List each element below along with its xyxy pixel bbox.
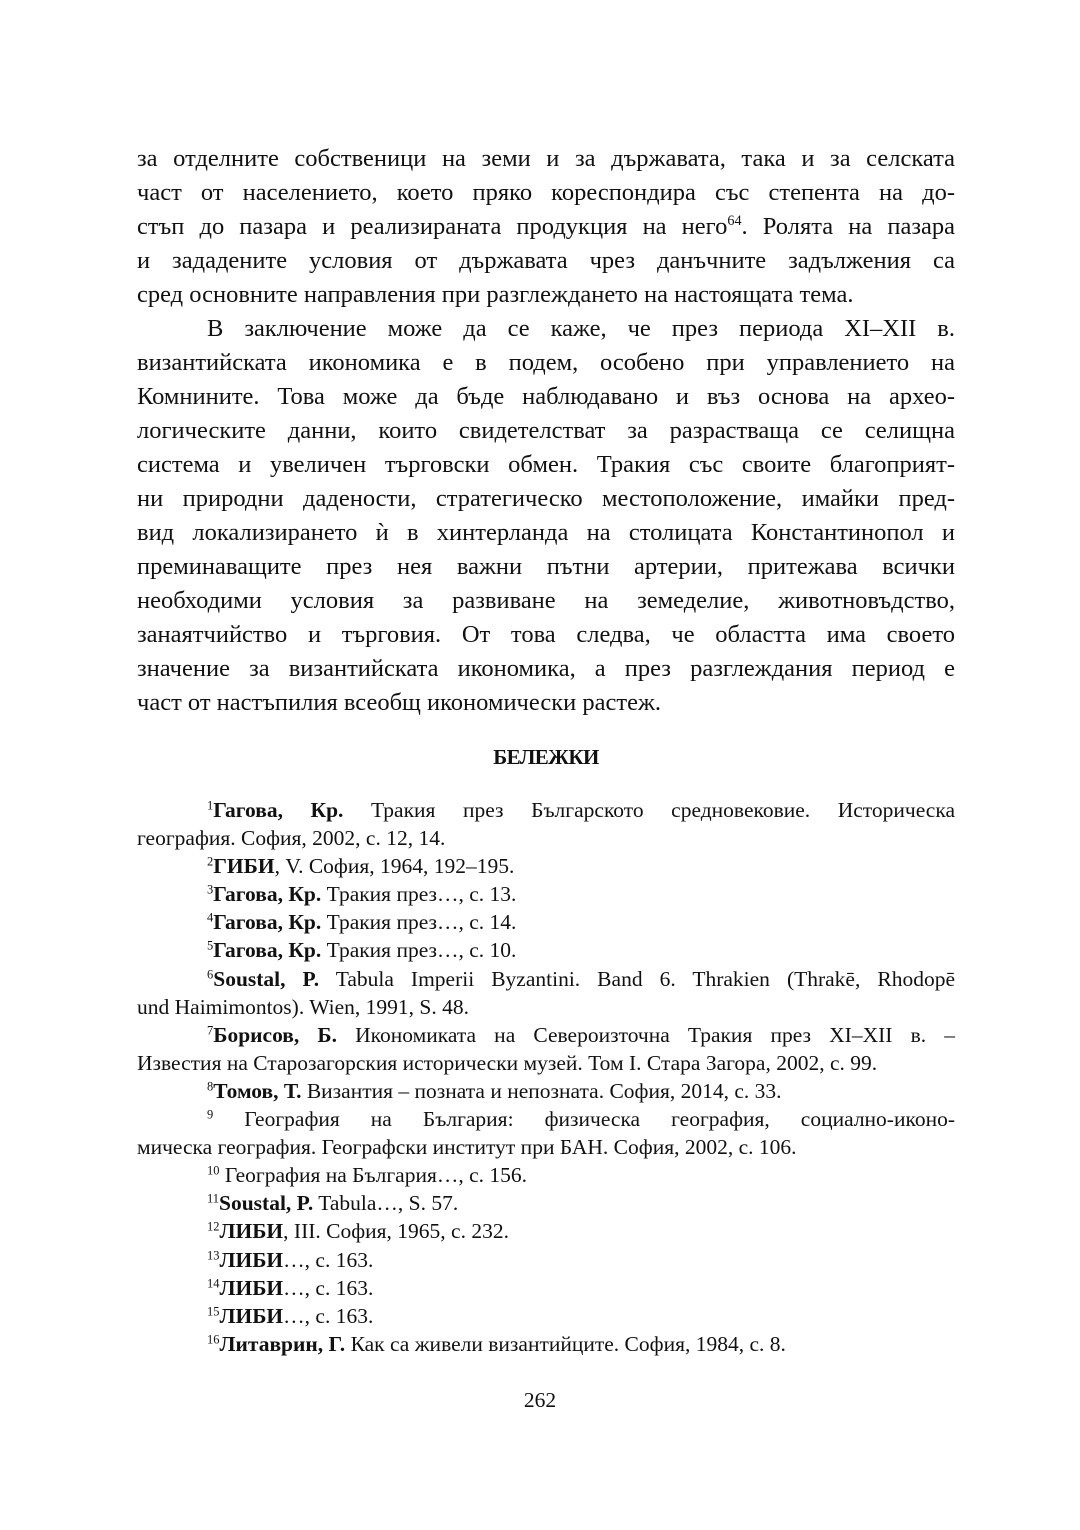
footnote-12 — [137, 1217, 955, 1245]
footnote-number: 11 — [207, 1191, 220, 1206]
footnote-author: Гагова, Кр. — [213, 938, 322, 963]
text-span: стъп до пазара и реализираната продукция на него — [137, 213, 728, 240]
footnote-author: ЛИБИ — [219, 1275, 284, 1300]
footnote-text: География на България: физическа география, социално-иконо- — [213, 1107, 955, 1132]
footnote-text: Как са живели византийците. София, 1984, с. 8. — [345, 1331, 786, 1356]
footnote-number: 10 — [207, 1163, 220, 1178]
text-line: занаятчийство и търговия. От това следва, че областта има своето — [137, 621, 955, 648]
footnote-text: …, с. 163. — [283, 1247, 374, 1272]
text-line: В заключение може да се каже, че през периода XI–XII в. — [207, 315, 955, 342]
footnote-continuation: география. София, 2002, с. 12, 14. — [137, 826, 446, 851]
footnote-8 — [137, 1077, 955, 1105]
footnote-text: …, с. 163. — [283, 1275, 374, 1300]
footnote-number: 7 — [207, 1023, 214, 1038]
text-line: преминаващите през нея важни пътни артерии, притежава всички — [137, 553, 955, 580]
text-line: и зададените условия от държавата чрез данъчните задължения са — [137, 247, 955, 274]
footnote-5 — [137, 936, 955, 964]
footnote-continuation: мическа география. Географски институт при БАН. София, 2002, с. 106. — [137, 1135, 797, 1160]
footnote-6 — [137, 965, 955, 993]
footnote-number: 1 — [207, 798, 214, 813]
text-span: . Ролята на пазара — [741, 213, 955, 240]
body-text — [137, 142, 955, 720]
footnote-author: ЛИБИ — [219, 1219, 284, 1244]
footnote-author: ЛИБИ — [219, 1303, 284, 1328]
footnote-14 — [137, 1274, 955, 1302]
text-line: значение за византийската икономика, а през разглеждания период е — [137, 655, 955, 682]
footnote-text: Тракия през…, с. 13. — [321, 882, 517, 907]
footnote-number: 9 — [207, 1107, 214, 1122]
footnote-author: Гагова, Кр. — [213, 910, 322, 935]
footnote-15 — [137, 1302, 955, 1330]
footnote-number: 16 — [207, 1332, 220, 1347]
footnote-text: …, с. 163. — [283, 1303, 374, 1328]
footnote-text: Tabula…, S. 57. — [313, 1191, 459, 1216]
footnote-number: 12 — [207, 1219, 220, 1234]
footnote-number: 4 — [207, 910, 214, 925]
text-line: сред основните направления при разглеждането на настоящата тема. — [137, 281, 854, 308]
text-line: логическите данни, които свидетелстват за разрастваща се селищна — [137, 417, 955, 444]
footnote-text: География на България…, с. 156. — [219, 1163, 528, 1188]
footnote-3 — [137, 880, 955, 908]
footnote-number: 13 — [207, 1247, 220, 1262]
footnote-number: 14 — [207, 1275, 220, 1290]
text-line: необходими условия за развиване на земеделие, животновъдство, — [137, 587, 955, 614]
footnote-9 — [137, 1105, 955, 1133]
footnote-author: Борисов, Б. — [213, 1022, 338, 1047]
footnote-11 — [137, 1189, 955, 1217]
footnote-number: 3 — [207, 882, 214, 897]
text-line: част от населението, което пряко кореспондира със степента на до- — [137, 179, 955, 206]
text-line: ни природни дадености, стратегическо местоположение, имайки пред- — [137, 485, 955, 512]
footnote-text: , V. София, 1964, 192–195. — [274, 854, 515, 879]
footnotes-list — [137, 796, 955, 1358]
footnote-author: ГИБИ — [213, 854, 275, 879]
footnote-author: Гагова, Кр. — [213, 882, 322, 907]
text-line: система и увеличен търговски обмен. Тракия със своите благоприят- — [137, 451, 955, 478]
text-line: за отделните собственици на земи и за държавата, така и за селската — [137, 145, 955, 172]
footnote-continuation: und Haimimontos). Wien, 1991, S. 48. — [137, 994, 469, 1019]
footnote-author: Томов, Т. — [213, 1078, 302, 1103]
footnote-continuation: Известия на Старозагорския исторически музей. Том I. Стара Загора, 2002, с. 99. — [137, 1050, 878, 1075]
footnote-number: 6 — [207, 966, 214, 981]
footnote-author: Soustal, P. — [219, 1191, 314, 1216]
footnote-text: Икономиката на Североизточна Тракия през XI–XII в. – — [337, 1022, 955, 1047]
footnote-text: Тракия през…, с. 14. — [321, 910, 517, 935]
footnote-7 — [137, 1021, 955, 1049]
footnote-author: Soustal, P. — [213, 966, 320, 991]
footnote-text: , III. София, 1965, с. 232. — [283, 1219, 509, 1244]
page-number: 262 — [523, 1388, 557, 1412]
footnote-text: Tabula Imperii Byzantini. Band 6. Thrakien (Thrakē, Rhodopē — [319, 966, 955, 991]
footnote-text: Тракия през Българското средновековие. Историческа — [343, 798, 956, 822]
footnote-10 — [137, 1161, 955, 1189]
footnote-13 — [137, 1246, 955, 1274]
text-line — [137, 210, 955, 244]
notes-heading: БЕЛЕЖКИ — [493, 745, 599, 769]
footnote-number: 8 — [207, 1079, 214, 1094]
footnote-text: Тракия през…, с. 10. — [321, 938, 517, 963]
text-line: византийската икономика е в подем, особено при управлението на — [137, 349, 955, 376]
footnote-number: 15 — [207, 1303, 220, 1318]
text-line: вид локализирането ѝ в хинтерланда на столицата Константинопол и — [137, 519, 955, 546]
footnote-16 — [137, 1330, 955, 1358]
footnote-number: 5 — [207, 938, 214, 953]
footnote-2 — [137, 852, 955, 880]
footnote-number: 2 — [207, 854, 214, 869]
text-line: Комнините. Това може да бъде наблюдавано и въз основа на архео- — [137, 383, 955, 410]
footnote-author: ЛИБИ — [219, 1247, 284, 1272]
footnote-author: Гагова, Кр. — [213, 798, 344, 822]
footnote-1 — [137, 796, 955, 824]
footnote-author: Литаврин, Г. — [219, 1331, 346, 1356]
footnote-4 — [137, 908, 955, 936]
footnote-text: Византия – позната и непозната. София, 2014, с. 33. — [301, 1078, 782, 1103]
text-line: част от настъпилия всеобщ икономически растеж. — [137, 689, 662, 716]
footnote-ref: 64 — [727, 213, 742, 230]
